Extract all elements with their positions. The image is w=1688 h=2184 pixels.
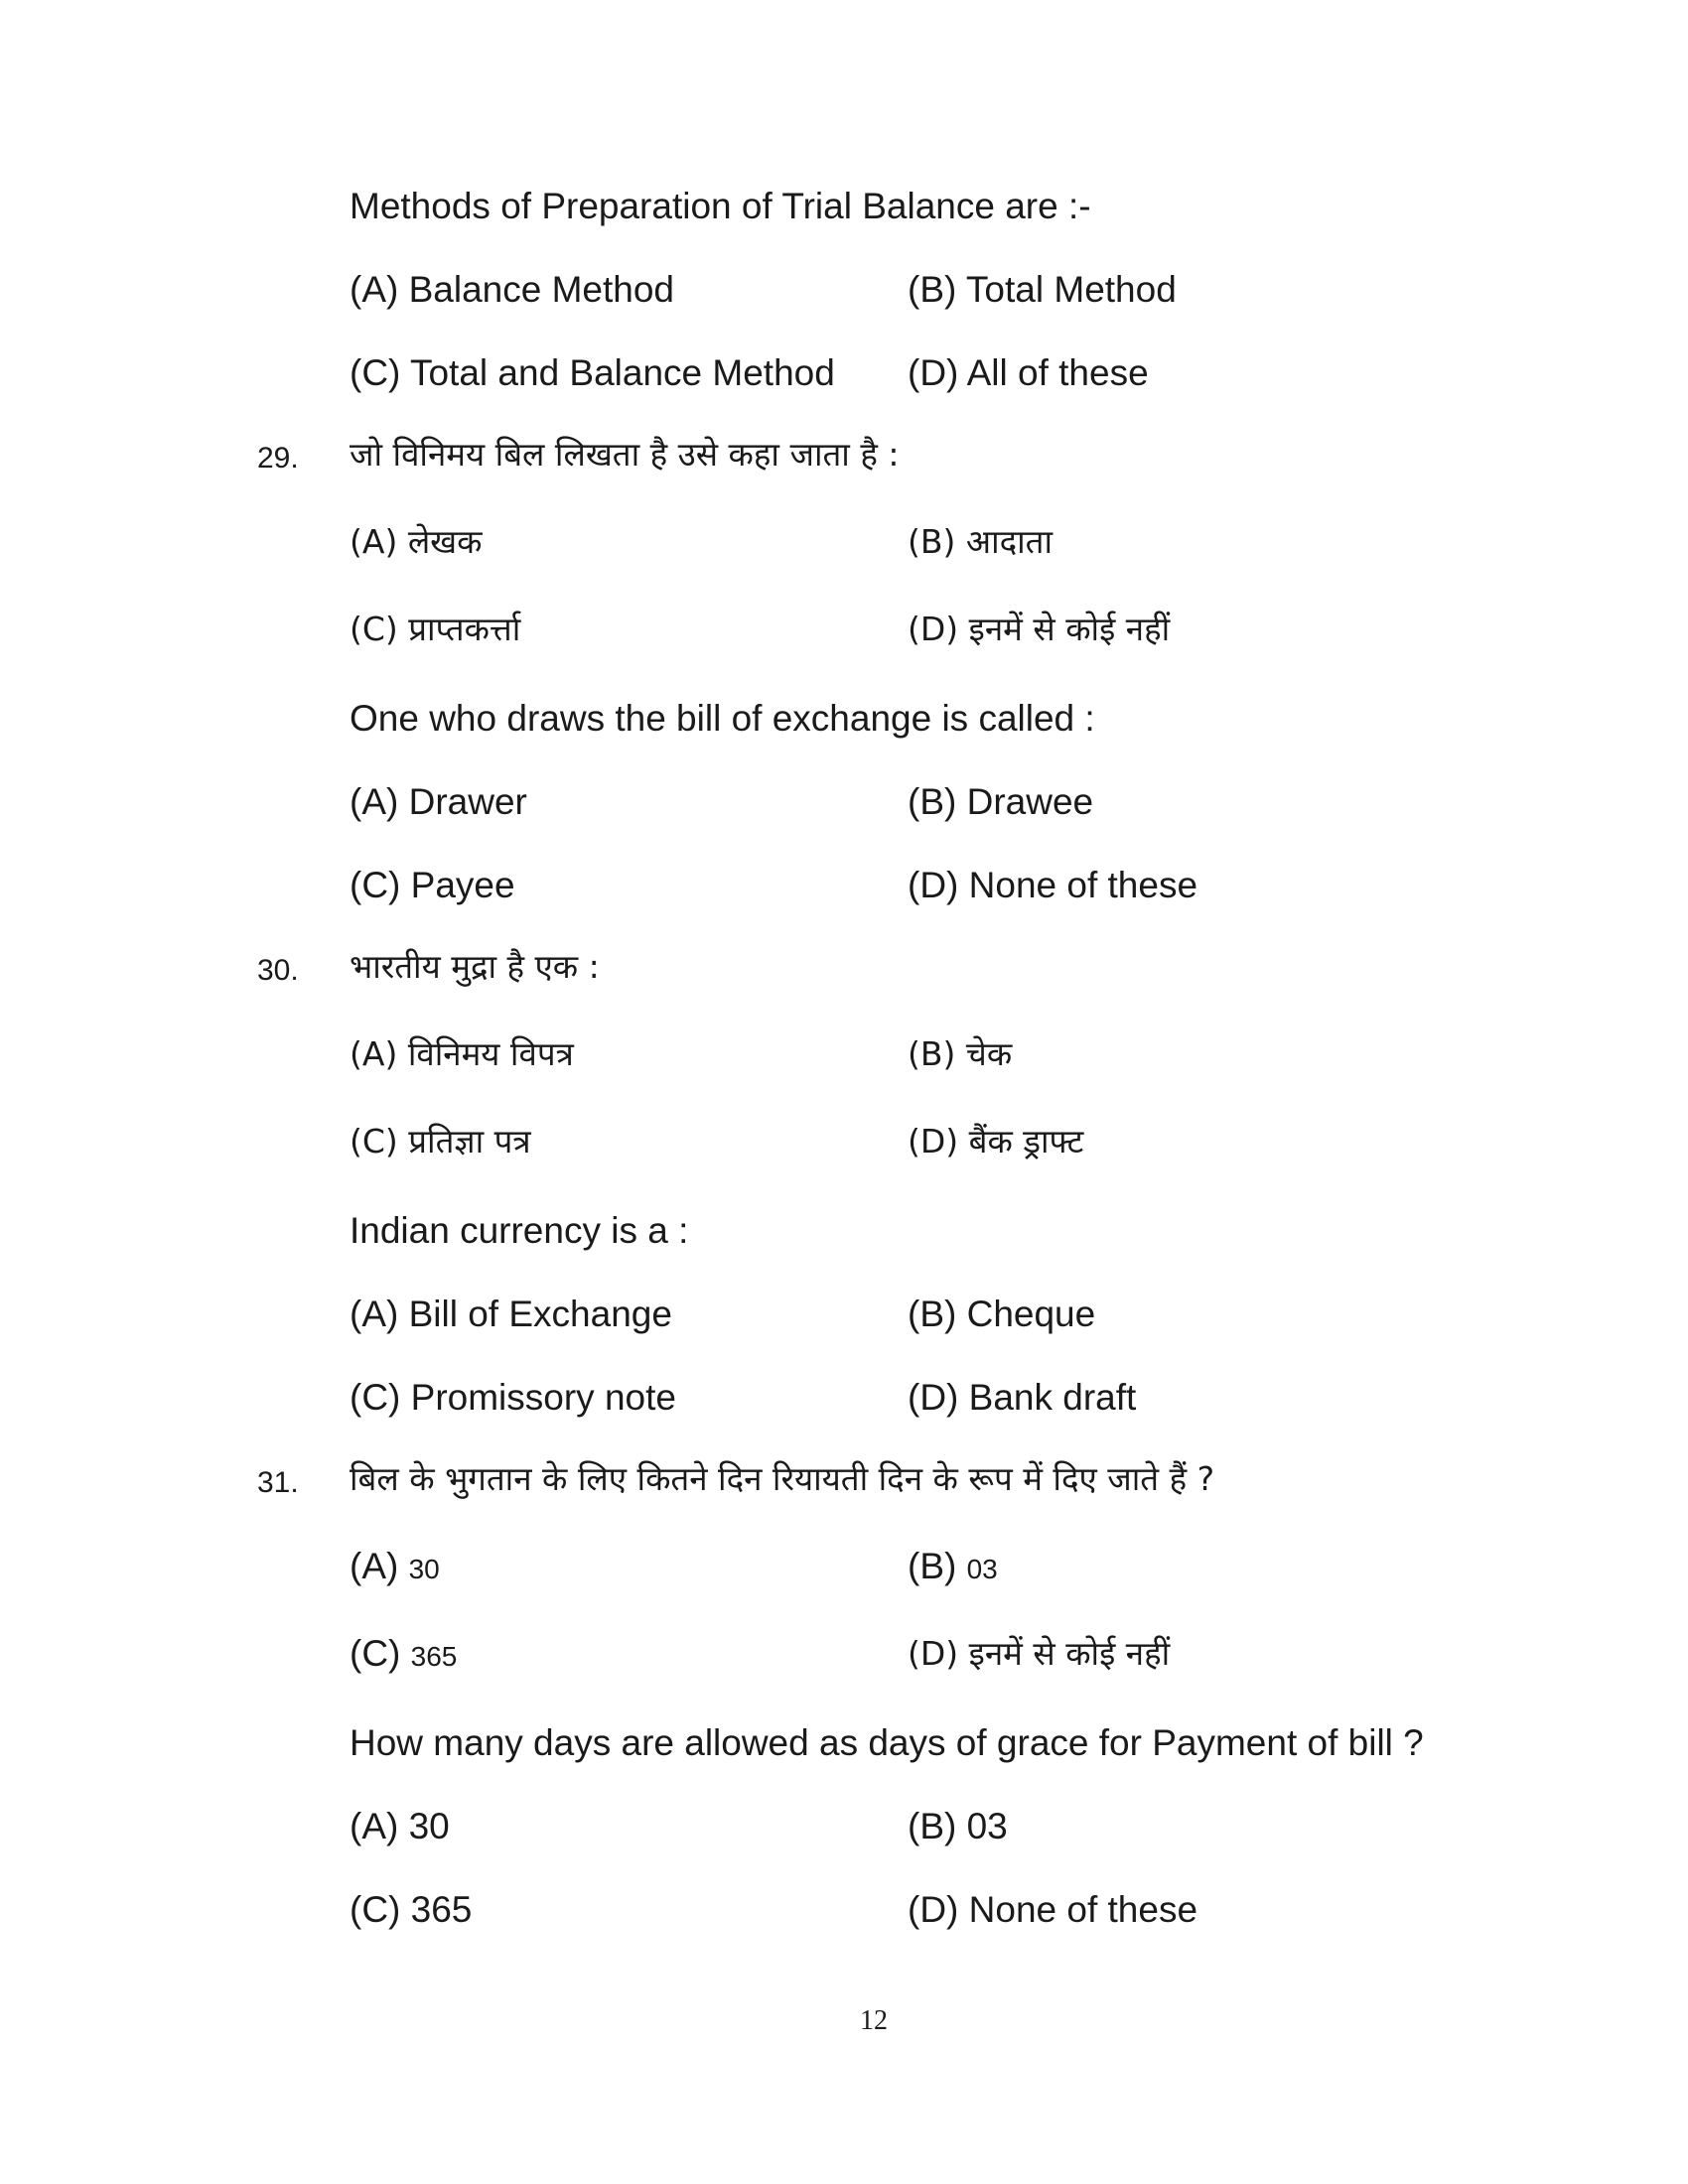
q28-option-a-en: (A) Balance Method xyxy=(350,269,675,310)
q29-question-en: One who draws the bill of exchange is called : xyxy=(350,698,1095,739)
q29-option-d-en: (D) None of these xyxy=(908,865,1198,905)
q30-question-hi: भारतीय मुद्रा है एक : xyxy=(350,947,600,986)
q29-option-a-hi: (A) लेखक xyxy=(350,522,483,561)
q30-option-b-hi: (B) चेक xyxy=(908,1034,1013,1073)
q30-number: 30. xyxy=(257,954,299,987)
page-number: 12 xyxy=(860,2005,888,2036)
q31-option-d-en: (D) None of these xyxy=(908,1889,1198,1930)
q31-option-b-hi-value: 03 xyxy=(966,1554,998,1584)
q28-option-c-en: (C) Total and Balance Method xyxy=(350,352,835,393)
q31-option-b-hi xyxy=(908,1543,998,1593)
q31-option-c-hi-label: (C) xyxy=(350,1633,401,1674)
q30-question-en: Indian currency is a : xyxy=(350,1210,689,1251)
q31-number: 31. xyxy=(257,1466,299,1499)
q29-number: 29. xyxy=(257,442,299,475)
q30-option-a-hi: (A) विनिमय विपत्र xyxy=(350,1034,574,1073)
q31-option-a-hi xyxy=(350,1543,440,1593)
q28-question-en: Methods of Preparation of Trial Balance are :- xyxy=(350,186,1091,226)
q31-option-a-hi-value: 30 xyxy=(408,1554,440,1584)
q30-option-d-hi: (D) बैंक ड्राफ्ट xyxy=(908,1122,1084,1160)
q29-question-hi: जो विनिमय बिल लिखता है उसे कहा जाता है : xyxy=(350,435,900,474)
q30-option-c-hi: (C) प्रतिज्ञा पत्र xyxy=(350,1122,531,1160)
q29-option-d-hi: (D) इनमें से कोई नहीं xyxy=(908,610,1171,648)
q30-option-d-en: (D) Bank draft xyxy=(908,1377,1137,1418)
q29-option-b-hi: (B) आदाता xyxy=(908,522,1054,561)
q31-option-d-hi: (D) इनमें से कोई नहीं xyxy=(908,1634,1171,1673)
q31-option-c-hi xyxy=(350,1630,457,1681)
q31-question-hi: बिल के भुगतान के लिए कितने दिन रियायती दिन के रूप में दिए जाते हैं ? xyxy=(350,1459,1215,1498)
q31-option-a-en: (A) 30 xyxy=(350,1806,450,1846)
q31-option-b-en: (B) 03 xyxy=(908,1806,1008,1846)
q28-option-b-en: (B) Total Method xyxy=(908,269,1177,310)
q30-option-b-en: (B) Cheque xyxy=(908,1294,1096,1334)
q29-option-c-en: (C) Payee xyxy=(350,865,515,905)
q29-option-b-en: (B) Drawee xyxy=(908,781,1094,822)
q30-option-c-en: (C) Promissory note xyxy=(350,1377,676,1418)
q29-option-a-en: (A) Drawer xyxy=(350,781,527,822)
q30-option-a-en: (A) Bill of Exchange xyxy=(350,1294,672,1334)
q31-option-c-en: (C) 365 xyxy=(350,1889,473,1930)
q31-question-en: How many days are allowed as days of grace for Payment of bill ? xyxy=(350,1722,1424,1763)
q28-option-d-en: (D) All of these xyxy=(908,352,1149,393)
q31-option-b-hi-label: (B) xyxy=(908,1546,957,1586)
q31-option-c-hi-value: 365 xyxy=(410,1641,458,1672)
q31-option-a-hi-label: (A) xyxy=(350,1546,399,1586)
q29-option-c-hi: (C) प्राप्तकर्त्ता xyxy=(350,610,521,648)
